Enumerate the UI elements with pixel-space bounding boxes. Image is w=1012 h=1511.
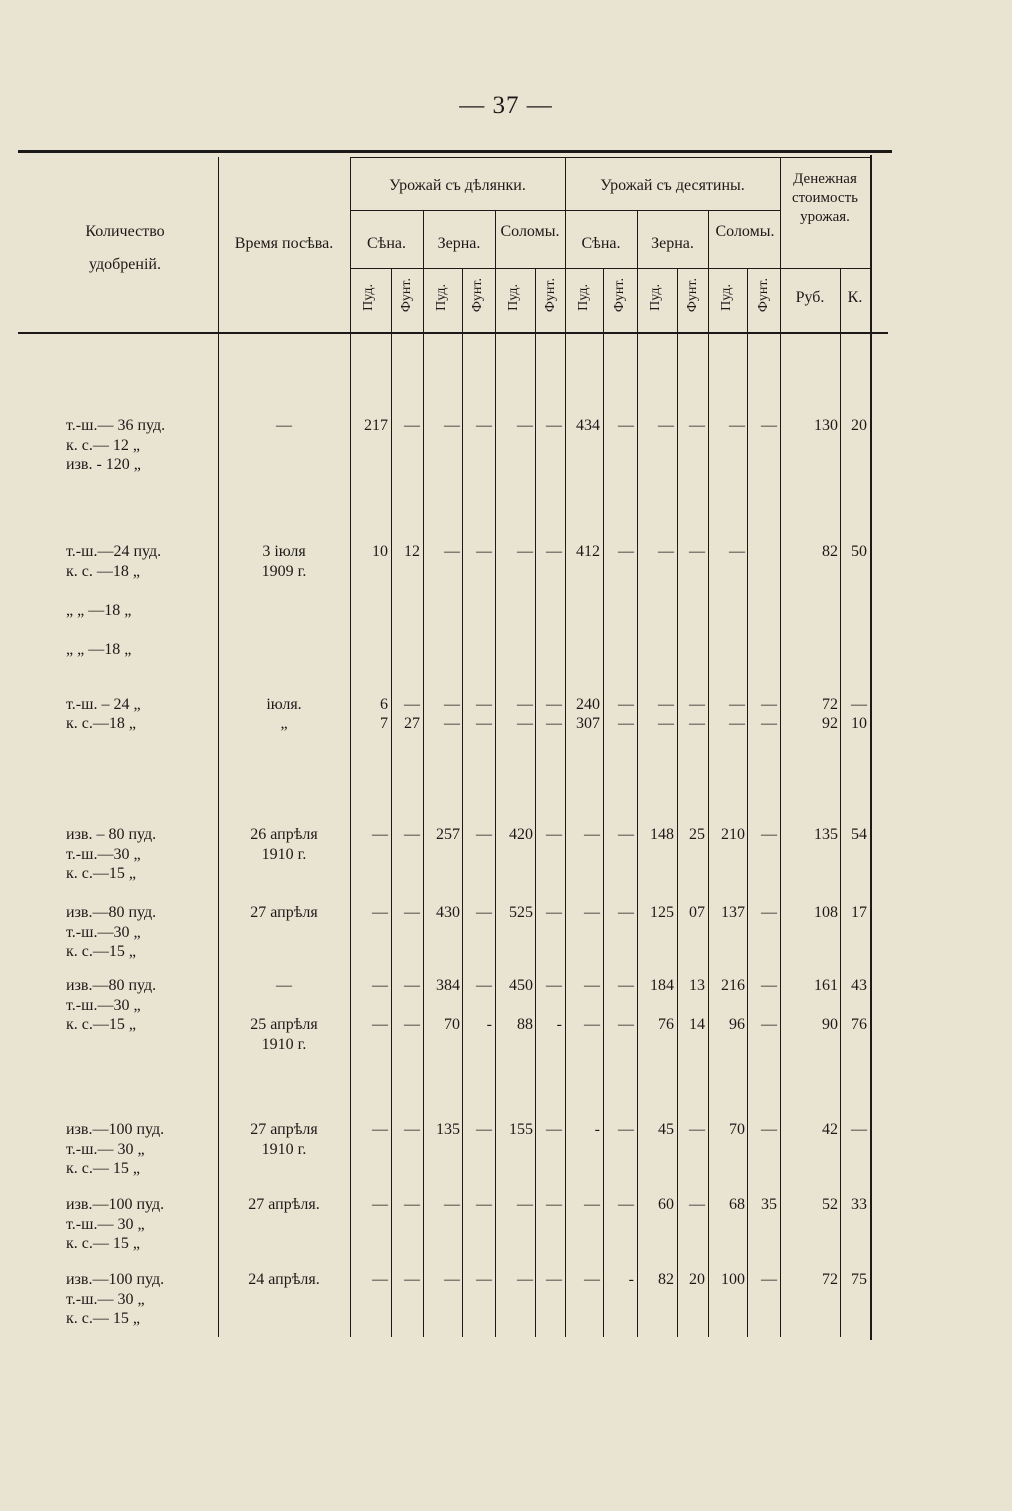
desyatina-yield-cell: — <box>618 1016 634 1033</box>
plot-yield-cell: — <box>546 1271 562 1288</box>
desyatina-yield-cell: 68 <box>729 1196 745 1213</box>
plot-yield-cell: — <box>404 1271 420 1288</box>
desyatina-yield-cell: — <box>658 543 674 560</box>
plot-yield-cell: — <box>517 417 533 434</box>
plot-yield-cell: - <box>556 1016 562 1033</box>
fertilizer-line: к. с.—15 „ <box>66 865 136 882</box>
fertilizer-line: изв.—80 пуд. <box>66 977 157 994</box>
plot-yield-cell: — <box>372 977 388 994</box>
desyatina-yield-cell: — <box>584 1196 600 1213</box>
sowing-time: 25 апрѣля <box>250 1016 318 1033</box>
header-sowing: Время посѣва. <box>234 235 334 252</box>
desyatina-yield-cell: — <box>584 1016 600 1033</box>
header-plot-straw: Соломы. <box>500 223 560 240</box>
value-rub-cell: 130 <box>814 417 838 434</box>
fertilizer-line: т.-ш.— 30 „ <box>66 1290 145 1308</box>
fertilizer-line: т.-ш.—24 пуд. <box>66 543 162 560</box>
plot-yield-cell: — <box>546 977 562 994</box>
fertilizer-line: изв.—80 пуд. <box>66 904 157 921</box>
header-unit-funt: Фунт. <box>756 278 771 313</box>
header-plot-hay: Сѣна. <box>366 235 407 252</box>
fertilizer-line: к. с.— 12 „ <box>66 436 140 454</box>
plot-yield-cell: 135 <box>436 1121 460 1138</box>
desyatina-yield-cell: 35 <box>761 1196 777 1213</box>
plot-yield-cell: — <box>444 1271 460 1288</box>
plot-yield-cell: — <box>372 1196 388 1213</box>
plot-yield-cell: — <box>404 904 420 921</box>
plot-yield-cell: — <box>444 417 460 434</box>
fertilizer-line: „ „ —18 „ <box>66 641 132 658</box>
desyatina-yield-cell: 25 <box>689 826 705 843</box>
desyatina-yield-cell: — <box>689 1196 705 1213</box>
fertilizer-line: изв.—100 пуд. <box>66 1121 165 1138</box>
sowing-time: 27 апрѣля. <box>248 1196 320 1213</box>
value-kop-cell: 10 <box>851 715 867 732</box>
unit-subrule <box>350 268 870 269</box>
desyatina-yield-cell: — <box>689 715 705 732</box>
header-plot-yield: Урожай съ дѣлянки. <box>389 177 526 194</box>
desyatina-yield-cell: 60 <box>658 1196 674 1213</box>
plot-yield-cell: — <box>444 1196 460 1213</box>
value-kop-cell: 20 <box>851 417 867 434</box>
value-rub-cell: 42 <box>822 1121 838 1138</box>
plot-yield-cell: — <box>546 1121 562 1138</box>
desyatina-yield-cell: — <box>729 543 745 560</box>
desyatina-yield-cell: — <box>761 1121 777 1138</box>
plot-yield-cell: — <box>476 904 492 921</box>
value-rub-cell: 52 <box>822 1196 838 1213</box>
plot-yield-cell: 217 <box>364 417 388 434</box>
desyatina-yield-cell: — <box>618 1196 634 1213</box>
desyatina-yield-cell: — <box>761 696 777 713</box>
sowing-time: 1910 г. <box>261 1140 307 1158</box>
fertilizer-line: изв.—100 пуд. <box>66 1196 165 1213</box>
fertilizer-line: к. с.— 15 „ <box>66 1310 140 1327</box>
plot-yield-cell: — <box>517 1196 533 1213</box>
plot-yield-cell: — <box>372 1121 388 1138</box>
value-rub-cell: 108 <box>814 904 838 921</box>
value-rub-cell: 90 <box>822 1016 838 1033</box>
desyatina-yield-cell: 14 <box>689 1016 705 1033</box>
plot-yield-cell: 10 <box>372 543 388 560</box>
desyatina-yield-cell: — <box>689 417 705 434</box>
value-rub-cell: 92 <box>822 715 838 732</box>
value-kop-cell: 33 <box>851 1196 867 1213</box>
desyatina-yield-cell: — <box>618 696 634 713</box>
col-rule <box>350 157 351 1337</box>
header-unit-funt: Фунт. <box>470 278 485 313</box>
plot-yield-cell: — <box>404 1016 420 1033</box>
sowing-time: 27 апрѣля <box>250 1121 318 1138</box>
fertilizer-line: т.-ш.— 36 пуд. <box>66 417 166 434</box>
value-kop-cell: 43 <box>851 977 867 994</box>
sowing-time: 1910 г. <box>261 1035 307 1053</box>
plot-yield-cell: — <box>546 715 562 732</box>
fertilizer-line: к. с. —18 „ <box>66 562 140 580</box>
desyatina-yield-cell: 76 <box>658 1016 674 1033</box>
plot-yield-cell: 420 <box>509 826 533 843</box>
col-rule <box>637 210 638 1337</box>
value-kop-cell: 75 <box>851 1271 867 1288</box>
desyatina-yield-cell: 125 <box>650 904 674 921</box>
plot-yield-cell: — <box>476 1271 492 1288</box>
value-kop-cell: — <box>851 696 867 713</box>
fertilizer-line: к. с.—15 „ <box>66 943 136 960</box>
desyatina-yield-cell: - <box>594 1121 600 1138</box>
plot-yield-cell: — <box>546 543 562 560</box>
desyatina-yield-cell: — <box>761 1016 777 1033</box>
plot-yield-cell: 70 <box>444 1016 460 1033</box>
desyatina-yield-cell: — <box>618 417 634 434</box>
header-unit-pud: Пуд. <box>576 284 591 311</box>
header-des-grain: Зерна. <box>651 235 694 252</box>
plot-yield-cell: — <box>372 1271 388 1288</box>
plot-yield-cell: — <box>476 715 492 732</box>
header-desyatina-yield: Урожай съ десятины. <box>600 177 745 194</box>
plot-yield-cell: — <box>546 417 562 434</box>
plot-yield-cell: 6 <box>380 696 388 713</box>
plot-yield-cell: — <box>404 977 420 994</box>
sowing-time: 24 апрѣля. <box>248 1271 320 1288</box>
header-unit-pud: Пуд. <box>506 284 521 311</box>
fertilizer-line: к. с.— 15 „ <box>66 1160 140 1177</box>
value-kop-cell: 50 <box>851 543 867 560</box>
plot-yield-cell: — <box>444 696 460 713</box>
sowing-time: 1910 г. <box>261 845 307 863</box>
plot-yield-cell: — <box>476 977 492 994</box>
plot-yield-cell: — <box>517 696 533 713</box>
sowing-time: — <box>276 417 292 434</box>
plot-yield-cell: 450 <box>509 977 533 994</box>
header-unit-rub: Руб. <box>795 289 825 306</box>
plot-yield-cell: — <box>444 543 460 560</box>
desyatina-yield-cell: — <box>658 715 674 732</box>
sowing-time: 3 іюля <box>262 543 306 560</box>
desyatina-yield-cell: — <box>729 715 745 732</box>
plot-yield-cell: 257 <box>436 826 460 843</box>
value-kop-cell: 54 <box>851 826 867 843</box>
plot-yield-cell: — <box>546 826 562 843</box>
desyatina-yield-cell: — <box>761 977 777 994</box>
sowing-time: 26 апрѣля <box>250 826 318 843</box>
desyatina-yield-cell: 434 <box>576 417 600 434</box>
desyatina-yield-cell: — <box>618 826 634 843</box>
header-unit-pud: Пуд. <box>434 284 449 311</box>
plot-yield-cell: — <box>476 826 492 843</box>
col-rule <box>565 157 566 1337</box>
table-top-rule <box>18 150 892 153</box>
plot-yield-cell: 384 <box>436 977 460 994</box>
desyatina-yield-cell: 100 <box>721 1271 745 1288</box>
header-des-straw: Соломы. <box>715 223 775 240</box>
header-unit-kop: К. <box>847 289 863 306</box>
header-unit-funt: Фунт. <box>399 278 414 313</box>
desyatina-yield-cell: — <box>761 826 777 843</box>
plot-yield-cell: — <box>404 1121 420 1138</box>
desyatina-yield-cell: — <box>761 417 777 434</box>
desyatina-yield-cell: — <box>658 696 674 713</box>
plot-yield-cell: — <box>546 904 562 921</box>
desyatina-yield-cell: — <box>689 543 705 560</box>
plot-yield-cell: 12 <box>404 543 420 560</box>
desyatina-yield-cell: — <box>761 715 777 732</box>
header-des-hay: Сѣна. <box>581 235 621 252</box>
desyatina-yield-cell: 210 <box>721 826 745 843</box>
fertilizer-line: „ „ —18 „ <box>66 602 132 619</box>
desyatina-yield-cell: 184 <box>650 977 674 994</box>
fertilizer-line: т.-ш.—30 „ <box>66 996 141 1014</box>
desyatina-yield-cell: — <box>584 1271 600 1288</box>
col-rule <box>218 157 219 1337</box>
plot-yield-cell: 430 <box>436 904 460 921</box>
desyatina-yield-cell: — <box>729 417 745 434</box>
value-kop-cell: — <box>851 1121 867 1138</box>
sowing-time: 1909 г. <box>261 562 307 580</box>
plot-yield-cell: 155 <box>509 1121 533 1138</box>
fertilizer-line: т.-ш. – 24 „ <box>66 696 141 713</box>
plot-yield-cell: — <box>546 696 562 713</box>
desyatina-yield-cell: 13 <box>689 977 705 994</box>
value-kop-cell: 76 <box>851 1016 867 1033</box>
value-rub-cell: 72 <box>822 696 838 713</box>
table-right-rule <box>870 155 872 1340</box>
col-rule <box>708 210 709 1337</box>
plot-yield-cell: — <box>476 696 492 713</box>
desyatina-yield-cell: — <box>584 904 600 921</box>
header-unit-funt: Фунт. <box>612 278 627 313</box>
desyatina-yield-cell: 137 <box>721 904 745 921</box>
plot-yield-cell: — <box>372 826 388 843</box>
value-rub-cell: 161 <box>814 977 838 994</box>
desyatina-yield-cell: 45 <box>658 1121 674 1138</box>
desyatina-yield-cell: 07 <box>689 904 705 921</box>
plot-yield-cell: — <box>476 1121 492 1138</box>
plot-yield-cell: — <box>372 904 388 921</box>
desyatina-yield-cell: — <box>729 696 745 713</box>
desyatina-yield-cell: 307 <box>576 715 600 732</box>
value-rub-cell: 82 <box>822 543 838 560</box>
plot-yield-cell: — <box>476 1196 492 1213</box>
value-kop-cell: 17 <box>851 904 867 921</box>
sowing-time: „ <box>280 715 288 732</box>
desyatina-yield-cell: — <box>618 543 634 560</box>
desyatina-yield-cell: - <box>628 1271 634 1288</box>
fertilizer-line: к. с.—18 „ <box>66 715 136 732</box>
sowing-time: — <box>276 977 292 994</box>
desyatina-yield-cell: 148 <box>650 826 674 843</box>
fertilizer-line: к. с.—15 „ <box>66 1016 136 1033</box>
desyatina-yield-cell: — <box>761 1271 777 1288</box>
fertilizer-line: т.-ш.—30 „ <box>66 845 141 863</box>
value-rub-cell: 72 <box>822 1271 838 1288</box>
desyatina-yield-cell: — <box>618 1121 634 1138</box>
desyatina-yield-cell: 70 <box>729 1121 745 1138</box>
desyatina-yield-cell: — <box>658 417 674 434</box>
desyatina-yield-cell: 82 <box>658 1271 674 1288</box>
fertilizer-line: т.-ш.— 30 „ <box>66 1215 145 1233</box>
plot-yield-cell: 7 <box>380 715 388 732</box>
header-unit-funt: Фунт. <box>685 278 700 313</box>
header-unit-pud: Пуд. <box>361 284 376 311</box>
table-top-rule-thin <box>350 157 870 158</box>
plot-yield-cell: — <box>517 715 533 732</box>
plot-yield-cell: — <box>546 1196 562 1213</box>
fertilizer-line: изв. – 80 пуд. <box>66 826 157 843</box>
header-money-value: Денежная стоимость урожая. <box>792 171 858 225</box>
plot-yield-cell: — <box>404 826 420 843</box>
plot-yield-cell: — <box>476 417 492 434</box>
sowing-time: 27 апрѣля <box>250 904 318 921</box>
col-rule <box>780 157 781 1337</box>
desyatina-yield-cell: — <box>584 826 600 843</box>
fertilizer-line: изв. - 120 „ <box>66 456 141 473</box>
header-plot-grain: Зерна. <box>437 235 481 252</box>
fertilizer-line: к. с.— 15 „ <box>66 1235 140 1252</box>
header-unit-pud: Пуд. <box>648 284 663 311</box>
plot-yield-cell: 525 <box>509 904 533 921</box>
plot-yield-cell: — <box>404 1196 420 1213</box>
desyatina-yield-cell: 240 <box>576 696 600 713</box>
sowing-time: іюля. <box>266 696 302 713</box>
page-number: — 37 — <box>459 92 553 119</box>
plot-yield-cell: — <box>372 1016 388 1033</box>
col-rule <box>423 210 424 1337</box>
desyatina-yield-cell: — <box>618 715 634 732</box>
desyatina-yield-cell: 412 <box>576 543 600 560</box>
fertilizer-line: т.-ш.—30 „ <box>66 923 141 941</box>
plot-yield-cell: — <box>444 715 460 732</box>
plot-yield-cell: 27 <box>404 715 420 732</box>
col-rule <box>495 210 496 1337</box>
fertilizer-line: т.-ш.— 30 „ <box>66 1140 145 1158</box>
desyatina-yield-cell: 96 <box>729 1016 745 1033</box>
plot-yield-cell: — <box>517 543 533 560</box>
header-unit-pud: Пуд. <box>719 284 734 311</box>
header-fertilizer: Количество удобреній. <box>85 223 165 273</box>
plot-yield-cell: — <box>517 1271 533 1288</box>
desyatina-yield-cell: — <box>584 977 600 994</box>
desyatina-yield-cell: — <box>618 977 634 994</box>
plot-yield-cell: — <box>404 417 420 434</box>
desyatina-yield-cell: — <box>761 904 777 921</box>
desyatina-yield-cell: — <box>618 904 634 921</box>
desyatina-yield-cell: — <box>689 696 705 713</box>
desyatina-yield-cell: 216 <box>721 977 745 994</box>
plot-yield-cell: — <box>404 696 420 713</box>
value-rub-cell: 135 <box>814 826 838 843</box>
plot-yield-cell: - <box>486 1016 492 1033</box>
desyatina-yield-cell: — <box>689 1121 705 1138</box>
fertilizer-line: изв.—100 пуд. <box>66 1271 165 1288</box>
desyatina-yield-cell: 20 <box>689 1271 705 1288</box>
plot-yield-cell: 88 <box>517 1016 533 1033</box>
header-unit-funt: Фунт. <box>543 278 558 313</box>
plot-yield-cell: — <box>476 543 492 560</box>
header-bottom-rule <box>18 332 888 334</box>
